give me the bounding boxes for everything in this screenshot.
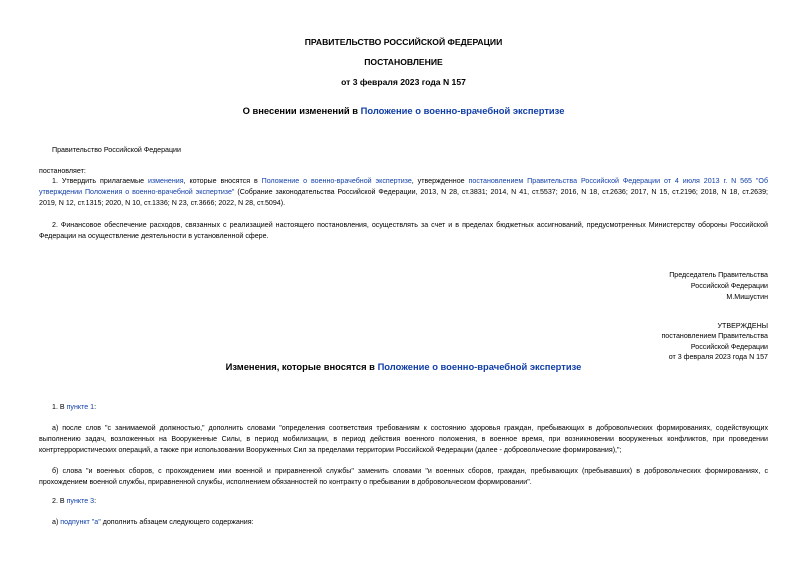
link-point-3[interactable]: пункте 3 xyxy=(66,497,95,505)
link-resolution-565-cont[interactable]: утверждении Положения о военно-врачебной экспертизе" xyxy=(39,188,235,196)
org-heading: ПРАВИТЕЛЬСТВО РОССИЙСКОЙ ФЕДЕРАЦИИ xyxy=(304,37,503,47)
change1a-line2: выполнению задач, возложенных на Вооруженные Силы, в период мобилизации, в период действия военного положения, в военное время, при возникновении вооруженных конфликтов, при проведении xyxy=(39,435,768,443)
approved-label: УТВЕРЖДЕНЫ xyxy=(717,322,768,330)
item1-line3: 2019, N 12, ст.1315; 2020, N 10, ст.1336; N 23, ст.3666; 2022, N 28, ст.5094). xyxy=(39,199,286,207)
approved-country: Российской Федерации xyxy=(690,343,768,351)
item1-text-a: 1. Утвердить прилагаемые xyxy=(52,177,148,185)
document-title-link[interactable]: Положение о военно-врачебной экспертизе xyxy=(360,105,565,116)
changes-title-prefix: Изменения, которые вносятся в xyxy=(225,361,378,372)
change1-heading xyxy=(52,402,96,413)
change2-tail: : xyxy=(94,497,97,505)
approved-by: постановлением Правительства xyxy=(661,332,768,340)
link-point-1[interactable]: пункте 1 xyxy=(66,403,95,411)
change1a-line3: контртеррористических операций, а также при использовании Вооруженных Сил за пределами территории Российской Федерации (далее - добровольческие формирования),"; xyxy=(39,446,622,454)
change2a-line xyxy=(52,517,254,528)
issuer-text: Правительство Российской Федерации xyxy=(52,146,181,154)
item2-line2: Федерации на осуществление деятельности в установленной сфере. xyxy=(39,232,269,240)
doc-type-heading: ПОСТАНОВЛЕНИЕ xyxy=(364,57,443,67)
change1a-line1: а) после слов "с занимаемой должностью," дополнить словами "определения соответствия требованиям к состоянию здоровья граждан, пребывающих в добровольческих формированиях, содействующих xyxy=(52,424,768,432)
change1b-line2: прохождением военной службы, приравненной службы, исполнением обязанностей по контракту о пребывании в добровольческом формировании". xyxy=(39,478,532,486)
document-title xyxy=(0,105,807,117)
item1-text-b: , которые вносятся в xyxy=(183,177,262,185)
document-title-prefix: О внесении изменений в xyxy=(242,105,361,116)
item2-line1: 2. Финансовое обеспечение расходов, связанных с реализацией настоящего постановления, осуществлять за счет и в пределах бюджетных ассигнований, предусмотренных Министерству обороны Российской xyxy=(52,221,768,229)
link-changes[interactable]: изменения xyxy=(147,177,184,185)
item1-line2 xyxy=(39,187,768,198)
date-number-heading: от 3 февраля 2023 года N 157 xyxy=(341,77,466,87)
changes-title xyxy=(0,361,807,373)
changes-title-link[interactable]: Положение о военно-врачебной экспертизе xyxy=(377,361,582,372)
signature-position: Председатель Правительства xyxy=(669,271,768,279)
change2a-prefix: а) xyxy=(52,518,61,526)
item1-text-c: , утвержденное xyxy=(411,177,469,185)
signature-country: Российской Федерации xyxy=(690,282,768,290)
change2a-tail: дополнить абзацем следующего содержания: xyxy=(100,518,254,526)
item1-line1 xyxy=(52,176,768,187)
change1b-line1: б) слова "и военных сборов, с прохождением ими военной и приравненной службы" заменить словами "и военных сборов, граждан, пребывающих (пребывавших) в добровольческих формированиях, с xyxy=(52,467,768,475)
approved-date: от 3 февраля 2023 года N 157 xyxy=(668,353,768,361)
signature-name: М.Мишустин xyxy=(726,293,768,301)
change2-heading xyxy=(52,496,96,507)
link-regulation[interactable]: Положение о военно-врачебной экспертизе xyxy=(261,177,412,185)
item1-text-d: (Собрание законодательства Российской Федерации, 2013, N 28, ст.3831; 2014, N 41, ст.5537; 2016, N 18, ст.2636; 2017, N 15, ст.2196; 2018, N 18, ст.2639; xyxy=(234,188,768,196)
link-resolution-565[interactable]: постановлением Правительства Российской Федерации от 4 июля 2013 г. N 565 "Об xyxy=(468,177,769,185)
change1-num: 1. В xyxy=(52,403,67,411)
change2-num: 2. В xyxy=(52,497,67,505)
decides-text: постановляет: xyxy=(39,167,86,175)
link-subpoint-a[interactable]: подпункт "а" xyxy=(60,518,101,526)
change1-tail: : xyxy=(94,403,97,411)
